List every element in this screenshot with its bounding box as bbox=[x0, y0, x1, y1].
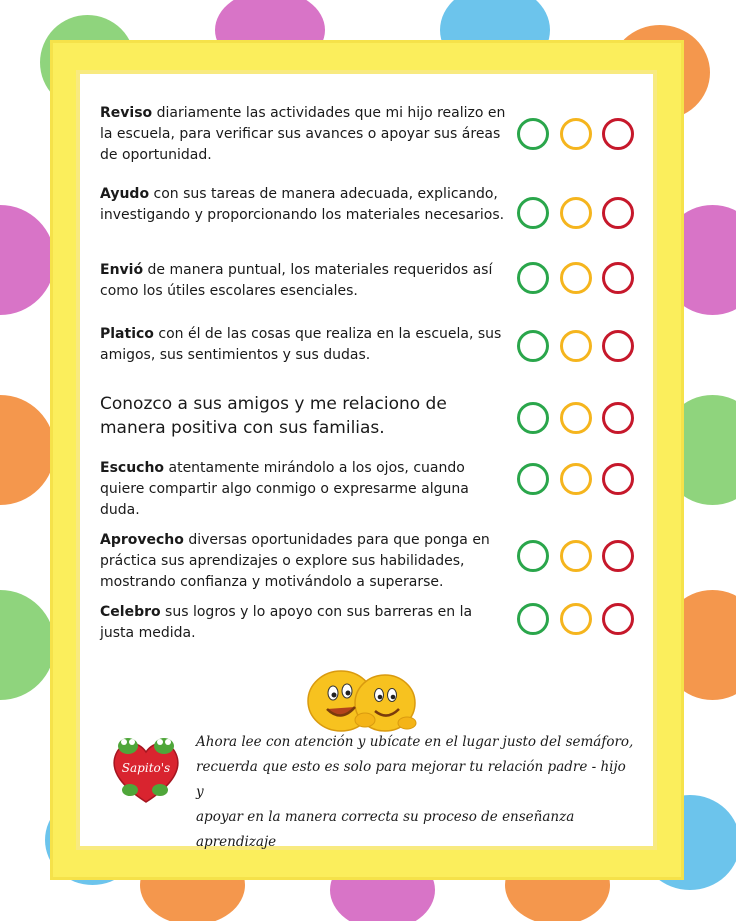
item-text: con sus tareas de manera adecuada, explicando, investigando y proporcionando los materiales necesarios. bbox=[100, 186, 505, 223]
item-keyword: Conozco bbox=[100, 394, 173, 414]
green-circle-option[interactable] bbox=[517, 262, 549, 294]
checklist-item-4 bbox=[100, 324, 510, 366]
traffic-light-5 bbox=[517, 402, 635, 434]
item-keyword: Aprovecho bbox=[100, 532, 184, 548]
item-text: a sus amigos y me relaciono de manera positiva con sus familias. bbox=[100, 394, 447, 438]
item-text: sus logros y lo apoyo con sus barreras en la justa medida. bbox=[100, 604, 473, 641]
green-circle-option[interactable] bbox=[517, 603, 549, 635]
checklist-item-6 bbox=[100, 458, 510, 521]
checklist-item-7 bbox=[100, 530, 510, 593]
item-keyword: Envió bbox=[100, 262, 144, 278]
item-text: con él de las cosas que realiza en la escuela, sus amigos, sus sentimientos y sus dudas. bbox=[100, 326, 502, 363]
yellow-circle-option[interactable] bbox=[560, 402, 592, 434]
checklist-item-5 bbox=[100, 392, 510, 440]
instructions-text bbox=[196, 730, 636, 855]
sapitos-logo bbox=[108, 732, 184, 806]
red-circle-option[interactable] bbox=[602, 118, 634, 150]
traffic-light-4 bbox=[517, 330, 635, 362]
traffic-light-3 bbox=[517, 262, 635, 294]
yellow-circle-option[interactable] bbox=[560, 262, 592, 294]
checklist-item-1 bbox=[100, 103, 510, 166]
item-keyword: Reviso bbox=[100, 105, 153, 121]
red-circle-option[interactable] bbox=[602, 402, 634, 434]
instructions-line: recuerda que esto es solo para mejorar tu relación padre - hijo y bbox=[196, 759, 626, 800]
item-keyword: Celebro bbox=[100, 604, 161, 620]
checklist-item-8 bbox=[100, 602, 510, 644]
instructions-line: Ahora lee con atención y ubícate en el lugar justo del semáforo, bbox=[196, 734, 634, 750]
background-dot bbox=[0, 205, 55, 315]
item-text: atentamente mirándolo a los ojos, cuando quiere compartir algo conmigo o expresarme alguna duda. bbox=[100, 460, 469, 518]
yellow-circle-option[interactable] bbox=[560, 540, 592, 572]
green-circle-option[interactable] bbox=[517, 118, 549, 150]
traffic-light-2 bbox=[517, 197, 635, 229]
green-circle-option[interactable] bbox=[517, 330, 549, 362]
item-text: diversas oportunidades para que ponga en práctica sus aprendizajes o explore sus habilidades, mostrando confianza y motivándolo a superarse. bbox=[100, 532, 490, 590]
red-circle-option[interactable] bbox=[602, 463, 634, 495]
yellow-circle-option[interactable] bbox=[560, 197, 592, 229]
green-circle-option[interactable] bbox=[517, 463, 549, 495]
traffic-light-6 bbox=[517, 463, 635, 495]
checklist-item-2 bbox=[100, 184, 510, 226]
item-keyword: Escucho bbox=[100, 460, 165, 476]
red-circle-option[interactable] bbox=[602, 603, 634, 635]
green-circle-option[interactable] bbox=[517, 197, 549, 229]
item-keyword: Ayudo bbox=[100, 186, 150, 202]
yellow-circle-option[interactable] bbox=[560, 463, 592, 495]
traffic-light-8 bbox=[517, 603, 635, 635]
instructions-line: apoyar en la manera correcta su proceso de enseñanza aprendizaje bbox=[196, 809, 575, 850]
traffic-light-1 bbox=[517, 118, 635, 150]
item-text: diariamente las actividades que mi hijo realizo en la escuela, para verificar sus avances o apoyar sus áreas de oportunidad. bbox=[100, 105, 506, 163]
item-keyword: Platico bbox=[100, 326, 154, 342]
background-dot bbox=[0, 590, 55, 700]
background-dot bbox=[0, 395, 55, 505]
yellow-circle-option[interactable] bbox=[560, 330, 592, 362]
red-circle-option[interactable] bbox=[602, 540, 634, 572]
yellow-circle-option[interactable] bbox=[560, 118, 592, 150]
hugging-smileys-icon bbox=[303, 665, 423, 733]
item-text: de manera puntual, los materiales requeridos así como los útiles escolares esenciales. bbox=[100, 262, 493, 299]
checklist-item-3 bbox=[100, 260, 510, 302]
red-circle-option[interactable] bbox=[602, 197, 634, 229]
green-circle-option[interactable] bbox=[517, 540, 549, 572]
green-circle-option[interactable] bbox=[517, 402, 549, 434]
yellow-circle-option[interactable] bbox=[560, 603, 592, 635]
red-circle-option[interactable] bbox=[602, 262, 634, 294]
red-circle-option[interactable] bbox=[602, 330, 634, 362]
logo-text: Sapito's bbox=[121, 761, 171, 775]
traffic-light-7 bbox=[517, 540, 635, 572]
